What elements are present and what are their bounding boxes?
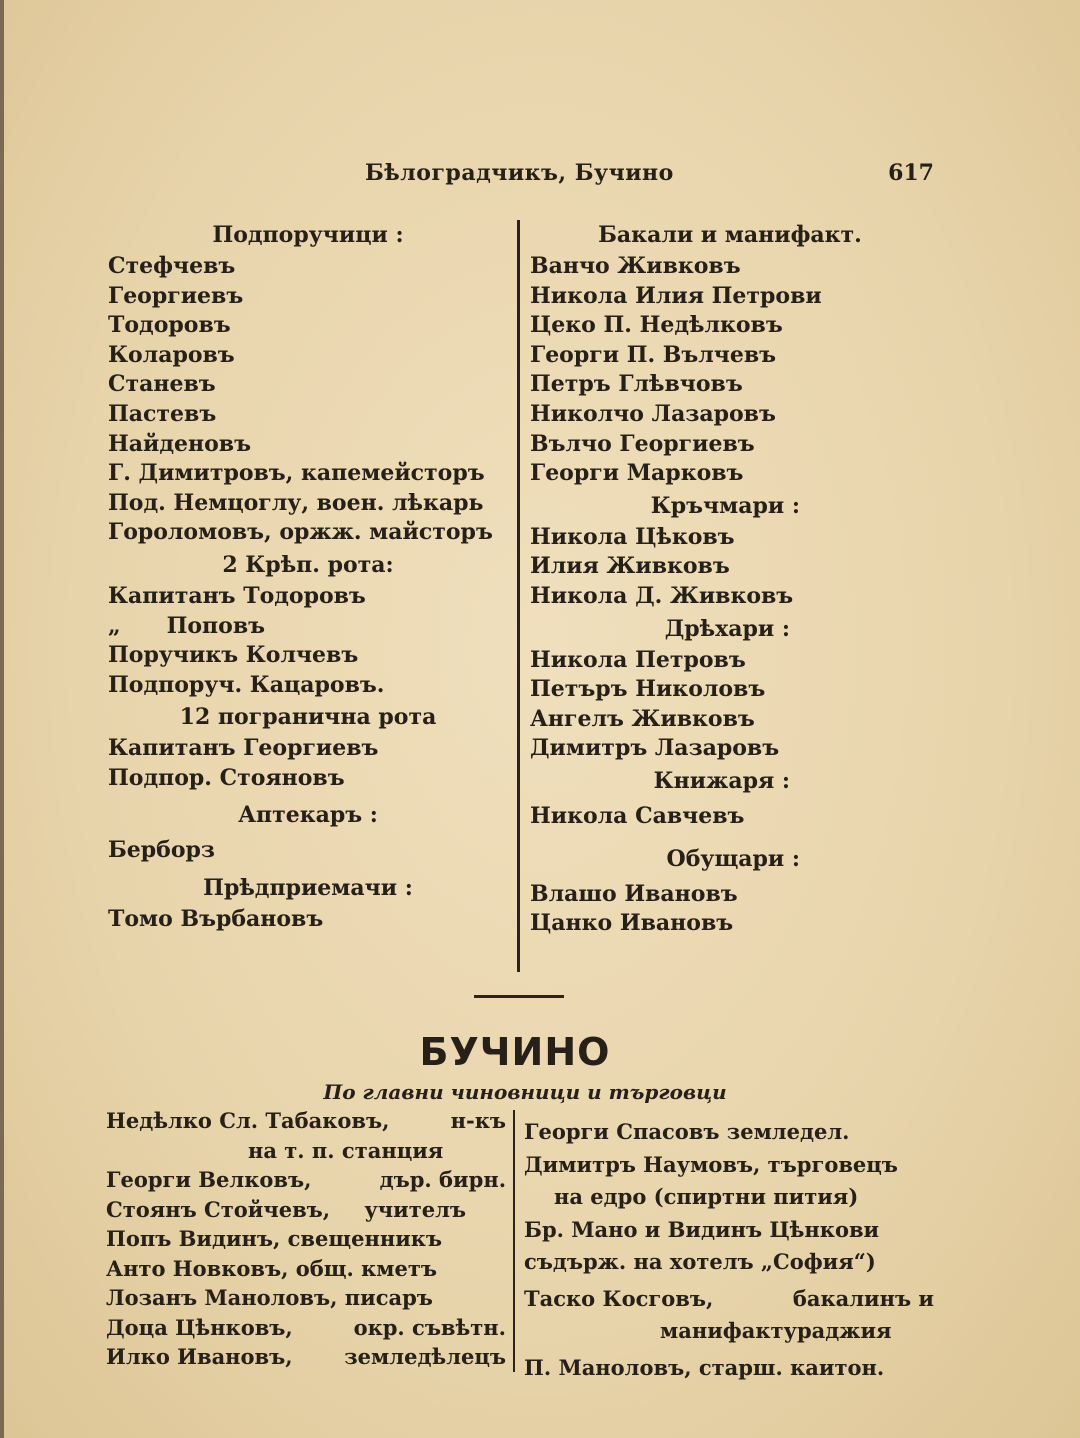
list-item: Никола Цѣковъ bbox=[530, 523, 735, 550]
heading-pogranichna-rota: 12 погранична рота bbox=[179, 704, 437, 731]
entry-name: Илко Ивановъ, bbox=[106, 1344, 293, 1369]
running-header bbox=[0, 160, 1080, 190]
heading-bakali: Бакали и манифакт. bbox=[598, 222, 862, 248]
list-item: Берборз bbox=[108, 836, 215, 863]
list-item: Никола Илия Петрови bbox=[530, 282, 822, 309]
list-item: Станевъ bbox=[108, 371, 216, 398]
list-item: П. Маноловъ, старш. каитон. bbox=[524, 1354, 885, 1380]
entry-role: н-къ bbox=[450, 1108, 506, 1133]
entry-name: Стоянъ Стойчевъ, bbox=[106, 1196, 331, 1222]
list-item: Петъръ Николовъ bbox=[530, 676, 766, 703]
list-item bbox=[106, 1165, 506, 1195]
list-item bbox=[106, 1342, 506, 1372]
entry-name: Недѣлко Сл. Табаковъ, bbox=[106, 1108, 390, 1133]
entry-name: Георги Велковъ, bbox=[106, 1167, 312, 1192]
list-item: Г. Димитровъ, капемейсторъ bbox=[108, 460, 485, 487]
list-item: Цеко П. Недѣлковъ bbox=[530, 312, 783, 339]
list-item: Поручикъ Колчевъ bbox=[108, 642, 359, 669]
entry-name: Доца Цѣнковъ, bbox=[106, 1314, 293, 1340]
list-item bbox=[106, 1313, 506, 1343]
list-item: Георги П. Вълчевъ bbox=[530, 341, 777, 368]
list-item: Илия Живковъ bbox=[530, 553, 730, 580]
list-item: Найденовъ bbox=[108, 430, 251, 457]
list-item: Георги Спасовъ земледел. bbox=[524, 1119, 850, 1144]
heading-predpriemachi: Прѣдприемачи : bbox=[203, 875, 413, 902]
list-item: Ангелъ Живковъ bbox=[530, 705, 755, 732]
list-item-continuation: манифактураджия bbox=[660, 1318, 892, 1343]
list-item: Никола Д. Живковъ bbox=[530, 582, 794, 609]
heading-obushtari: Обущари : bbox=[666, 845, 800, 872]
heading-krachmari: Кръчмари : bbox=[650, 492, 800, 519]
list-item: Петръ Глѣвчовъ bbox=[530, 371, 743, 398]
list-item bbox=[524, 1283, 934, 1316]
column-divider bbox=[517, 220, 520, 972]
list-item: Коларовъ bbox=[108, 341, 235, 368]
list-item: Влашо Ивановъ bbox=[530, 880, 738, 907]
list-item: Ванчо Живковъ bbox=[530, 253, 741, 279]
list-item: Подпоруч. Кацаровъ. bbox=[108, 671, 385, 698]
list-item: Лозанъ Маноловъ, писаръ bbox=[106, 1285, 433, 1310]
heading-podporuchitsi: Подпоручици : bbox=[212, 222, 404, 248]
list-item-continuation: на т. п. станция bbox=[248, 1137, 444, 1163]
list-item: Бр. Мано и Видинъ Цѣнкови bbox=[524, 1216, 880, 1242]
list-item: Подпор. Стояновъ bbox=[108, 764, 345, 791]
list-item: Стефчевъ bbox=[108, 253, 236, 279]
list-item: Попъ Видинъ, свещенникъ bbox=[106, 1226, 443, 1251]
section-divider bbox=[474, 995, 564, 998]
heading-drehari: Дрѣхари : bbox=[664, 615, 790, 642]
list-item: Димитръ Наумовъ, търговецъ bbox=[524, 1151, 898, 1177]
list-item bbox=[106, 1106, 506, 1136]
list-item: Капитанъ Георгиевъ bbox=[108, 735, 379, 762]
list-item: Никола Петровъ bbox=[530, 646, 746, 673]
list-item-continuation: съдърж. на хотелъ „София“) bbox=[524, 1249, 876, 1274]
list-item: Анто Новковъ, общ. кметъ bbox=[106, 1255, 437, 1281]
entry-role: дър. бирн. bbox=[379, 1167, 506, 1192]
list-item: Вълчо Георгиевъ bbox=[530, 430, 755, 457]
heading-aptekar: Аптекаръ : bbox=[238, 801, 378, 828]
heading-knizhari: Книжаря : bbox=[653, 767, 790, 794]
list-item bbox=[106, 1195, 466, 1225]
section-subtitle: По главни чиновници и търговци bbox=[323, 1080, 727, 1104]
list-item: Под. Немцоглу, воен. лѣкарь bbox=[108, 489, 484, 516]
entry-role: земледѣлецъ bbox=[344, 1344, 506, 1369]
entry-role: бакалинъ и bbox=[792, 1285, 934, 1311]
heading-krep-rota: 2 Крѣп. рота: bbox=[222, 551, 394, 578]
list-item: Томо Върбановъ bbox=[108, 906, 324, 933]
list-item: Цанко Ивановъ bbox=[530, 910, 734, 937]
list-item: Пастевъ bbox=[108, 400, 217, 427]
list-item: Георгиевъ bbox=[108, 282, 244, 309]
list-item: „ Поповъ bbox=[108, 612, 265, 639]
right-column-top bbox=[530, 218, 930, 939]
right-column-bottom bbox=[524, 1116, 934, 1384]
list-item: Никола Савчевъ bbox=[530, 802, 745, 829]
list-item: Гороломовъ, оржж. майсторъ bbox=[108, 519, 493, 546]
running-title: Бѣлоградчикъ, Бучино bbox=[365, 160, 674, 186]
list-item: Димитръ Лазаровъ bbox=[530, 735, 780, 762]
list-item: Тодоровъ bbox=[108, 312, 231, 339]
left-column-bottom bbox=[106, 1106, 506, 1372]
page-number: 617 bbox=[888, 160, 934, 186]
page-edge bbox=[0, 0, 4, 1438]
column-divider bbox=[513, 1110, 515, 1372]
left-column-top bbox=[108, 218, 508, 935]
section-title: БУЧИНО bbox=[419, 1030, 611, 1074]
list-item: Георги Марковъ bbox=[530, 460, 744, 487]
list-item-continuation: на едро (спиртни пития) bbox=[554, 1184, 859, 1209]
entry-role: учителъ bbox=[364, 1196, 466, 1222]
entry-role: окр. съвѣтн. bbox=[353, 1314, 506, 1340]
list-item: Николчо Лазаровъ bbox=[530, 400, 776, 427]
list-item: Капитанъ Тодоровъ bbox=[108, 582, 366, 609]
entry-name: Таско Косговъ, bbox=[524, 1285, 714, 1311]
